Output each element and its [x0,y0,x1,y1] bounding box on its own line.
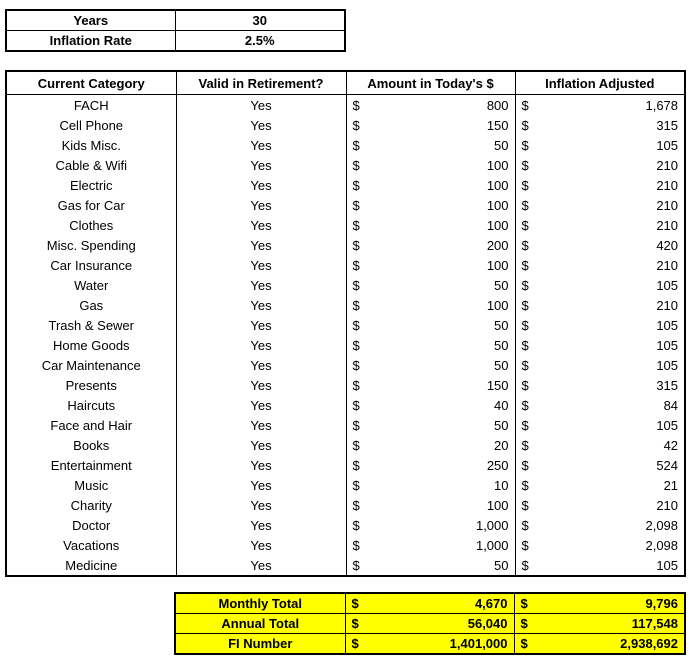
currency-symbol[interactable]: $ [515,355,535,375]
valid-cell[interactable]: Yes [176,295,346,315]
currency-symbol[interactable]: $ [345,593,365,614]
valid-cell[interactable]: Yes [176,195,346,215]
currency-symbol[interactable]: $ [346,435,366,455]
adjusted-cell[interactable]: 2,098 [535,515,685,535]
valid-cell[interactable]: Yes [176,335,346,355]
category-cell[interactable]: Presents [6,375,176,395]
amount-cell[interactable]: 100 [366,155,515,175]
param-row-years [6,10,345,31]
amount-cell[interactable]: 1,000 [366,535,515,555]
currency-symbol[interactable]: $ [346,135,366,155]
valid-cell[interactable]: Yes [176,355,346,375]
adjusted-cell[interactable]: 210 [535,195,685,215]
category-cell[interactable]: Clothes [6,215,176,235]
currency-symbol[interactable]: $ [346,255,366,275]
totals-row [175,614,685,634]
currency-symbol[interactable]: $ [515,375,535,395]
amount-cell[interactable]: 50 [366,315,515,335]
adjusted-cell[interactable]: 210 [535,215,685,235]
table-row [6,215,685,235]
table-row [6,395,685,415]
currency-symbol[interactable]: $ [515,415,535,435]
currency-symbol[interactable]: $ [346,475,366,495]
category-cell[interactable]: Gas [6,295,176,315]
expense-table [5,70,686,577]
category-cell[interactable]: Water [6,275,176,295]
adjusted-cell[interactable]: 210 [535,295,685,315]
currency-symbol[interactable]: $ [346,415,366,435]
category-cell[interactable]: Entertainment [6,455,176,475]
table-row [6,155,685,175]
currency-symbol[interactable]: $ [514,634,534,655]
totals-row [175,593,685,614]
valid-cell[interactable]: Yes [176,95,346,116]
table-row [6,235,685,255]
totals-adjusted[interactable]: 2,938,692 [534,634,685,655]
adjusted-cell[interactable]: 524 [535,455,685,475]
currency-symbol[interactable]: $ [515,335,535,355]
adjusted-cell[interactable]: 42 [535,435,685,455]
adjusted-cell[interactable]: 210 [535,155,685,175]
currency-symbol[interactable]: $ [346,315,366,335]
valid-cell[interactable]: Yes [176,315,346,335]
adjusted-cell[interactable]: 420 [535,235,685,255]
table-row [6,175,685,195]
currency-symbol[interactable]: $ [346,235,366,255]
currency-symbol[interactable]: $ [515,275,535,295]
adjusted-cell[interactable]: 2,098 [535,535,685,555]
totals-amount[interactable]: 56,040 [365,614,514,634]
currency-symbol[interactable]: $ [515,195,535,215]
valid-cell[interactable]: Yes [176,475,346,495]
currency-symbol[interactable]: $ [514,593,534,614]
valid-cell[interactable]: Yes [176,455,346,475]
adjusted-cell[interactable]: 105 [535,315,685,335]
table-row [6,135,685,155]
amount-cell[interactable]: 50 [366,415,515,435]
valid-cell[interactable]: Yes [176,535,346,555]
currency-symbol[interactable]: $ [515,115,535,135]
currency-symbol[interactable]: $ [346,395,366,415]
valid-cell[interactable]: Yes [176,375,346,395]
header-row [6,71,685,95]
valid-cell[interactable]: Yes [176,515,346,535]
totals-label[interactable]: Annual Total [175,614,345,634]
amount-cell[interactable]: 150 [366,375,515,395]
category-cell[interactable]: Haircuts [6,395,176,415]
totals-label[interactable]: FI Number [175,634,345,655]
amount-cell[interactable]: 20 [366,435,515,455]
currency-symbol[interactable]: $ [346,455,366,475]
adjusted-cell[interactable]: 105 [535,275,685,295]
valid-cell[interactable]: Yes [176,155,346,175]
currency-symbol[interactable]: $ [515,555,535,576]
currency-symbol[interactable]: $ [515,315,535,335]
table-row [6,535,685,555]
category-cell[interactable]: Trash & Sewer [6,315,176,335]
currency-symbol[interactable]: $ [346,515,366,535]
valid-cell[interactable]: Yes [176,135,346,155]
adjusted-cell[interactable]: 210 [535,495,685,515]
currency-symbol[interactable]: $ [346,555,366,576]
adjusted-cell[interactable]: 105 [535,415,685,435]
header-category[interactable]: Current Category [6,71,176,95]
adjusted-cell[interactable]: 1,678 [535,95,685,116]
table-row [6,355,685,375]
category-cell[interactable]: FACH [6,95,176,116]
currency-symbol[interactable]: $ [515,235,535,255]
currency-symbol[interactable]: $ [515,255,535,275]
currency-symbol[interactable]: $ [515,395,535,415]
currency-symbol[interactable]: $ [515,135,535,155]
totals-table [174,592,686,655]
adjusted-cell[interactable]: 315 [535,375,685,395]
table-row [6,195,685,215]
currency-symbol[interactable]: $ [346,495,366,515]
adjusted-cell[interactable]: 105 [535,335,685,355]
currency-symbol[interactable]: $ [346,535,366,555]
currency-symbol[interactable]: $ [515,535,535,555]
valid-cell[interactable]: Yes [176,495,346,515]
valid-cell[interactable]: Yes [176,175,346,195]
currency-symbol[interactable]: $ [346,155,366,175]
valid-cell[interactable]: Yes [176,255,346,275]
adjusted-cell[interactable]: 105 [535,355,685,375]
amount-cell[interactable]: 100 [366,175,515,195]
currency-symbol[interactable]: $ [514,614,534,634]
amount-cell[interactable]: 150 [366,115,515,135]
amount-cell[interactable]: 50 [366,555,515,576]
valid-cell[interactable]: Yes [176,395,346,415]
param-row-inflation [6,31,345,52]
adjusted-cell[interactable]: 21 [535,475,685,495]
category-cell[interactable]: Kids Misc. [6,135,176,155]
category-cell[interactable]: Medicine [6,555,176,576]
currency-symbol[interactable]: $ [346,335,366,355]
header-valid[interactable]: Valid in Retirement? [176,71,346,95]
category-cell[interactable]: Cell Phone [6,115,176,135]
amount-cell[interactable]: 100 [366,215,515,235]
currency-symbol[interactable]: $ [345,614,365,634]
parameters-table [5,9,346,52]
adjusted-cell[interactable]: 105 [535,555,685,576]
adjusted-cell[interactable]: 210 [535,255,685,275]
valid-cell[interactable]: Yes [176,415,346,435]
table-row [6,255,685,275]
currency-symbol[interactable]: $ [346,95,366,116]
table-row [6,455,685,475]
currency-symbol[interactable]: $ [515,155,535,175]
table-row [6,315,685,335]
table-row [6,415,685,435]
param-value[interactable]: 30 [175,10,345,31]
category-cell[interactable]: Vacations [6,535,176,555]
amount-cell[interactable]: 50 [366,275,515,295]
category-cell[interactable]: Gas for Car [6,195,176,215]
valid-cell[interactable]: Yes [176,275,346,295]
valid-cell[interactable]: Yes [176,115,346,135]
table-row [6,115,685,135]
currency-symbol[interactable]: $ [515,475,535,495]
currency-symbol[interactable]: $ [515,215,535,235]
adjusted-cell[interactable]: 315 [535,115,685,135]
table-row [6,375,685,395]
category-cell[interactable]: Cable & Wifi [6,155,176,175]
header-adjusted[interactable]: Inflation Adjusted [515,71,685,95]
table-row [6,275,685,295]
currency-symbol[interactable]: $ [515,175,535,195]
totals-adjusted[interactable]: 9,796 [534,593,685,614]
amount-cell[interactable]: 100 [366,295,515,315]
totals-adjusted[interactable]: 117,548 [534,614,685,634]
category-cell[interactable]: Doctor [6,515,176,535]
currency-symbol[interactable]: $ [515,515,535,535]
table-row [6,515,685,535]
category-cell[interactable]: Music [6,475,176,495]
currency-symbol[interactable]: $ [346,275,366,295]
totals-amount[interactable]: 4,670 [365,593,514,614]
currency-symbol[interactable]: $ [515,295,535,315]
amount-cell[interactable]: 50 [366,355,515,375]
param-label[interactable]: Inflation Rate [6,31,175,52]
table-row [6,555,685,576]
param-value[interactable]: 2.5% [175,31,345,52]
category-cell[interactable]: Car Insurance [6,255,176,275]
totals-row [175,634,685,655]
category-cell[interactable]: Electric [6,175,176,195]
amount-cell[interactable]: 250 [366,455,515,475]
currency-symbol[interactable]: $ [346,295,366,315]
valid-cell[interactable]: Yes [176,235,346,255]
totals-amount[interactable]: 1,401,000 [365,634,514,655]
currency-symbol[interactable]: $ [346,115,366,135]
table-row [6,435,685,455]
amount-cell[interactable]: 50 [366,335,515,355]
amount-cell[interactable]: 100 [366,195,515,215]
category-cell[interactable]: Car Maintenance [6,355,176,375]
currency-symbol[interactable]: $ [345,634,365,655]
currency-symbol[interactable]: $ [346,215,366,235]
adjusted-cell[interactable]: 84 [535,395,685,415]
currency-symbol[interactable]: $ [346,175,366,195]
category-cell[interactable]: Misc. Spending [6,235,176,255]
amount-cell[interactable]: 800 [366,95,515,116]
table-row [6,495,685,515]
table-row [6,475,685,495]
currency-symbol[interactable]: $ [346,375,366,395]
category-cell[interactable]: Charity [6,495,176,515]
amount-cell[interactable]: 100 [366,255,515,275]
table-row [6,95,685,116]
valid-cell[interactable]: Yes [176,435,346,455]
totals-label[interactable]: Monthly Total [175,593,345,614]
currency-symbol[interactable]: $ [515,95,535,116]
category-cell[interactable]: Home Goods [6,335,176,355]
currency-symbol[interactable]: $ [515,455,535,475]
table-row [6,335,685,355]
category-cell[interactable]: Books [6,435,176,455]
category-cell[interactable]: Face and Hair [6,415,176,435]
adjusted-cell[interactable]: 210 [535,175,685,195]
amount-cell[interactable]: 40 [366,395,515,415]
currency-symbol[interactable]: $ [346,195,366,215]
currency-symbol[interactable]: $ [515,435,535,455]
valid-cell[interactable]: Yes [176,215,346,235]
amount-cell[interactable]: 1,000 [366,515,515,535]
amount-cell[interactable]: 100 [366,495,515,515]
header-amount[interactable]: Amount in Today's $ [346,71,515,95]
currency-symbol[interactable]: $ [515,495,535,515]
amount-cell[interactable]: 10 [366,475,515,495]
amount-cell[interactable]: 200 [366,235,515,255]
amount-cell[interactable]: 50 [366,135,515,155]
param-label[interactable]: Years [6,10,175,31]
table-row [6,295,685,315]
adjusted-cell[interactable]: 105 [535,135,685,155]
currency-symbol[interactable]: $ [346,355,366,375]
valid-cell[interactable]: Yes [176,555,346,576]
